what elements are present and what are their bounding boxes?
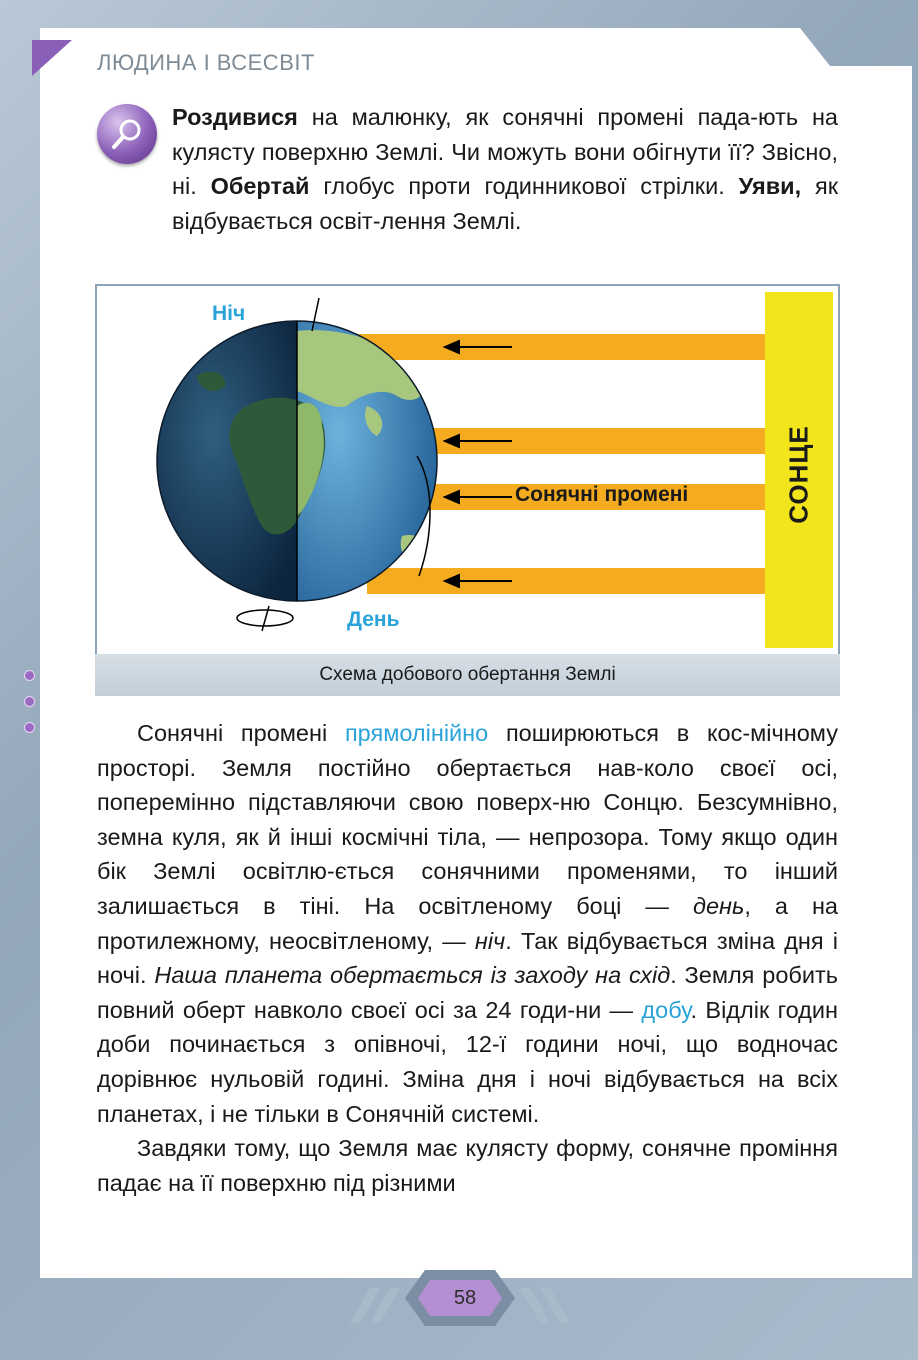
earth-rotation-figure <box>95 284 840 696</box>
night-label: Ніч <box>212 302 246 325</box>
figure-frame <box>95 284 840 660</box>
dot-icon <box>24 670 35 681</box>
sun-label: СОНЦЕ <box>783 424 814 524</box>
term-link[interactable]: прямолінійно <box>344 720 489 746</box>
intro-paragraph <box>172 100 838 238</box>
corner-triangle-icon <box>32 40 72 76</box>
dot-icon <box>24 696 35 707</box>
dot-icon <box>24 722 35 733</box>
body-text <box>97 716 838 1200</box>
intro-bold-rotate: Обертай <box>210 173 310 199</box>
paragraph-1: Сонячні промені прямолінійно поширюються в кос-мічному просторі. Земля постійно обертається нав-коло своєї осі, поперемінно підставляючи свою поверх-ню Сонцю. Безсумнівно, земна куля, як й інші космічні тіла, — непрозора. Тому якщо один бік Землі освітлю-ється сонячними променями, то інший залишається в тіні. На освітленому боці — день, а на протилежному, неосвітленому, — ніч. Так відбувається зміна дня і ночі. Наша планета обертається із заходу на схід. Земля робить повний оберт навколо своєї осі за 24 годи-ни — добу. Відлік годин доби починається з опівночі, 12-ї години ночі, що водночас дорівнює нульовій годині. Зміна дня і ночі відбувається на всіх планетах, і не тільки в Сонячній системі. <box>97 720 839 1127</box>
paragraph-2: Завдяки тому, що Земля має кулясту форму, сонячне проміння падає на її поверхню під різними <box>97 1135 838 1196</box>
section-header: ЛЮДИНА І ВСЕСВІТ <box>97 50 315 75</box>
term-link[interactable]: добу <box>641 996 691 1023</box>
intro-bold-look: Роздивися <box>172 104 298 130</box>
magnifier-icon <box>97 104 157 164</box>
decorative-dots <box>24 670 35 748</box>
rays-label: Сонячні промені <box>515 483 689 506</box>
intro-bold-imagine: Уяви, <box>738 173 802 199</box>
page-number: 58 <box>453 1287 477 1309</box>
figure-caption: Схема добового обертання Землі <box>95 654 840 696</box>
earth-sun-diagram <box>97 286 838 658</box>
day-label: День <box>347 608 400 631</box>
intro-text-2: глобус проти годинникової стрілки. <box>309 173 739 199</box>
intro-text-3: як відбувається освіт-лення Землі. <box>172 173 838 234</box>
intro-text-1: на малюнку, як сонячні промені пада-ють на кулясту поверхню Землі. Чи можуть вони обігнути її? Звісно, ні. <box>172 104 838 199</box>
